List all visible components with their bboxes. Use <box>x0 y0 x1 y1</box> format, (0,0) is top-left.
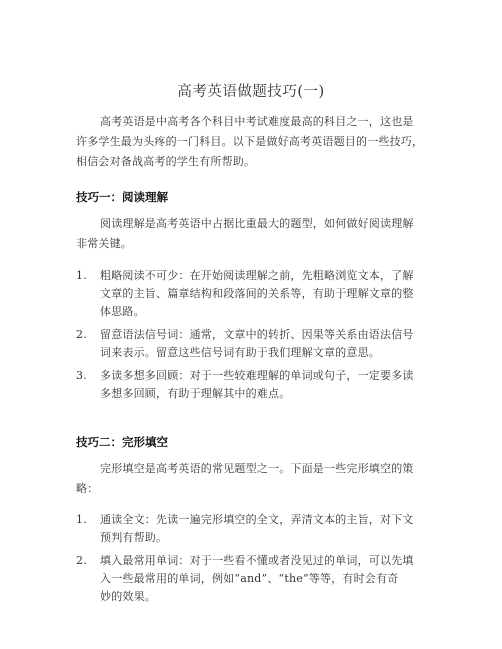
list-item-line: 多想多回顾，有助于理解其中的难点。 <box>100 387 291 400</box>
list-item-line: 通读全文：先读一遍完形填空的全文，弄清文本的主旨，对下文 <box>100 513 414 526</box>
intro-line-3: 相信会对备战高考的学生有所帮助。 <box>76 155 256 168</box>
intro-line-1: 高考英语是中高考各个科目中考试难度最高的科目之一，这也是 <box>100 115 414 128</box>
list-item-number: 1. <box>76 513 87 526</box>
cloze-para-line-2: 略： <box>76 482 99 495</box>
section-heading-reading: 技巧一：阅读理解 <box>76 190 168 204</box>
reading-paragraph <box>76 214 414 254</box>
list-item-line: 体思路。 <box>100 305 145 318</box>
list-item-line: 文章的主旨、篇章结构和段落间的关系等，有助于理解文章的整 <box>100 287 414 300</box>
document-title: 高考英语做题技巧(一) <box>177 84 325 100</box>
list-item-line: 入一些最常用的单词，例如“and”、“the”等等，有时会有奇 <box>100 572 399 585</box>
list-item <box>76 326 414 362</box>
reading-tips-list <box>76 267 414 408</box>
list-item <box>76 511 414 547</box>
list-item-line: 妙的效果。 <box>100 590 156 603</box>
reading-para-line-2: 非常关键。 <box>76 237 132 250</box>
list-item-number: 1. <box>76 269 87 282</box>
list-item-line: 多读多想多回顾：对于一些较难理解的单词或句子，一定要多读 <box>100 369 414 382</box>
list-item-number: 3. <box>76 369 87 382</box>
list-item-number: 2. <box>76 328 87 341</box>
cloze-tips-list <box>76 511 414 611</box>
list-item <box>76 367 414 403</box>
list-item-line: 粗略阅读不可少：在开始阅读理解之前，先粗略浏览文本，了解 <box>100 269 414 282</box>
list-item-line: 词来表示。留意这些信号词有助于我们理解文章的意思。 <box>100 346 380 359</box>
list-item-line: 预判有帮助。 <box>100 531 168 544</box>
reading-para-line-1: 阅读理解是高考英语中占据比重最大的题型，如何做好阅读理解 <box>100 217 414 230</box>
cloze-paragraph <box>76 459 414 499</box>
list-item <box>76 267 414 321</box>
list-item <box>76 552 414 606</box>
intro-paragraph <box>76 112 423 172</box>
list-item-line: 留意语法信号词：通常，文章中的转折、因果等关系由语法信号 <box>100 328 414 341</box>
section-heading-cloze: 技巧二：完形填空 <box>76 435 168 449</box>
list-item-number: 2. <box>76 554 87 567</box>
cloze-para-line-1: 完形填空是高考英语的常见题型之一。下面是一些完形填空的策 <box>100 462 414 475</box>
intro-line-2: 许多学生最为头疼的一门科目。以下是做好高考英语题目的一些技巧， <box>76 135 424 148</box>
list-item-line: 填入最常用单词：对于一些看不懂或者没见过的单词，可以先填 <box>100 554 414 567</box>
